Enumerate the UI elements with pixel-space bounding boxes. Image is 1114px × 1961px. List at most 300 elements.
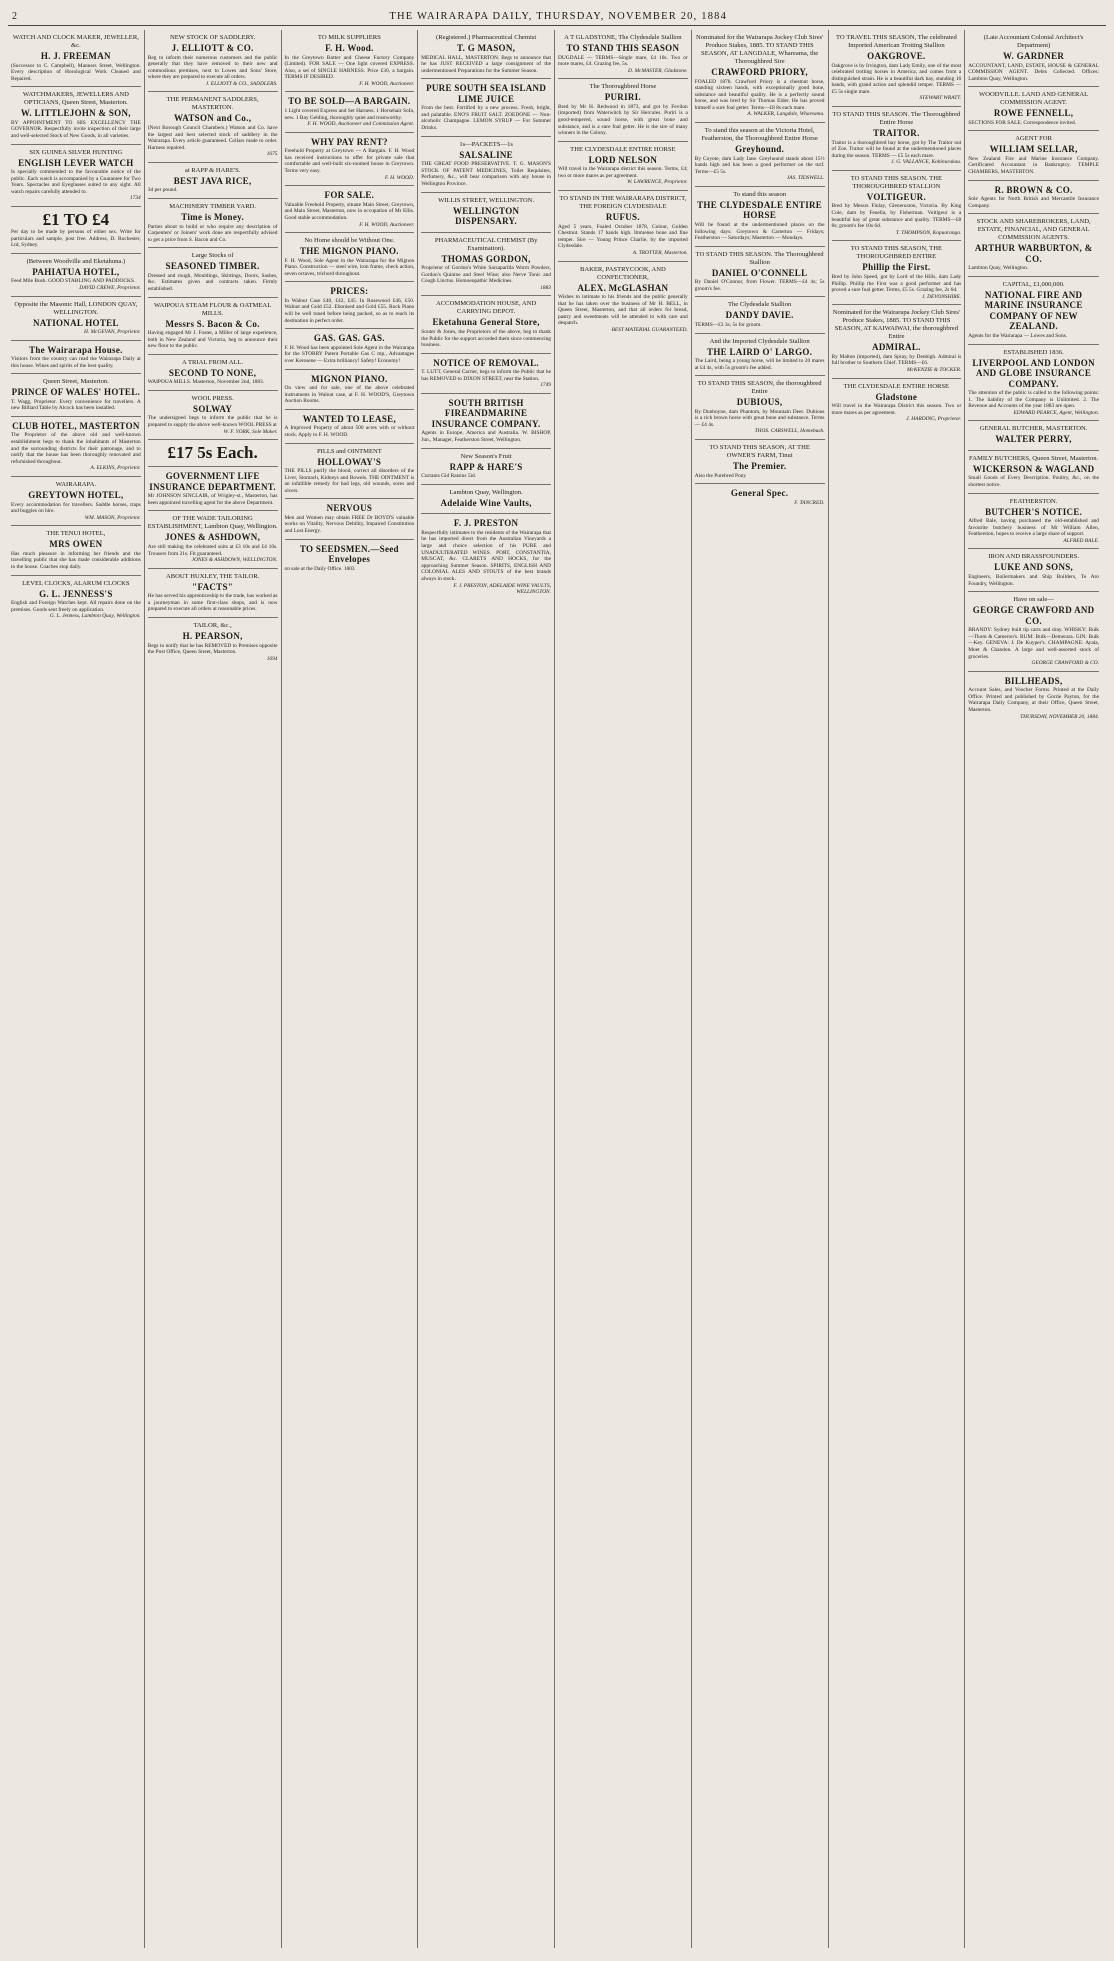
advertisement bbox=[285, 499, 415, 539]
ad-body: The undersigned begs to inform the public that he is prepared to supply the above well-known WOOL PRESS at bbox=[147, 415, 278, 429]
advertisement bbox=[421, 193, 551, 233]
ad-heading: W. LITTLEJOHN & SON, bbox=[20, 108, 131, 119]
ad-subheading: Opposite the Masonic Hall, LONDON QUAY, WELLINGTON. bbox=[14, 300, 138, 316]
ad-subheading: FEATHERSTON. bbox=[1009, 497, 1058, 505]
ad-body: on sale at the Daily Office. 1803 bbox=[284, 565, 355, 572]
masthead-title: THE WAIRARAPA DAILY, THURSDAY, NOVEMBER 20, 1884 bbox=[389, 11, 728, 22]
ad-signature: THOS. CARSWELL, Homebush. bbox=[754, 428, 825, 435]
ad-body: T. Wagg, Proprietor. Every convenience for travellers. A new Billiard Table by Alcock has been installed. bbox=[11, 398, 141, 412]
ad-subheading: THE CLYDESDALE ENTIRE HORSE bbox=[843, 382, 950, 390]
ad-body: By Malton (imported), dam Spray, by Denbigh. Admiral is full brother to Southern Chief. TERMS—£6. bbox=[831, 353, 962, 367]
ad-subheading: TO STAND THIS SEASON. The Thoroughbred Stallion bbox=[695, 250, 824, 266]
ad-body: The Proprietor of the above old and well-known establishment begs to thank the inhabitants of Masterton and the surrounding districts for their patronage, and to notify that the house has been thoroughly renovated and refurnished throughout. bbox=[11, 432, 141, 465]
ad-heading: F. J. PRESTON bbox=[453, 518, 519, 529]
ad-signature: J. G. VALLANCE, Kohinurakau. bbox=[891, 159, 962, 166]
page-number: 2 bbox=[12, 11, 18, 22]
ad-heading: DANDY DAVIE. bbox=[725, 310, 794, 321]
ad-signature: 1734 bbox=[129, 195, 141, 202]
ad-subheading: Large Stocks of bbox=[191, 252, 234, 260]
ad-heading: Adelaide Wine Vaults, bbox=[440, 497, 532, 508]
ad-heading: The Premier. bbox=[732, 461, 787, 472]
ad-body: Dressed and rough, Mouldings, Skirtings, Doors, Sashes, &c. Estimates given and contracts taken. Firmly established. bbox=[147, 272, 278, 292]
ad-heading: PAHIATUA HOTEL, bbox=[32, 266, 120, 277]
ad-heading: H. J. FREEMAN bbox=[40, 51, 111, 61]
advertisement bbox=[558, 191, 688, 261]
advertisement bbox=[421, 30, 551, 79]
ad-subheading: ESTABLISHED 1836. bbox=[1003, 348, 1064, 356]
advertisement bbox=[695, 247, 825, 298]
ad-subheading: WOODVILLE. LAND AND GENERAL COMMISSION AGENT. bbox=[979, 91, 1089, 107]
ad-body: Valuable Freehold Property, situate Main Street, Greytown, and Main Street, Masterton, now in occupation of Mr Ellis. Good stable accommodation. bbox=[284, 201, 415, 221]
ad-heading: W. GARDNER bbox=[1003, 51, 1065, 61]
ad-body: (Successor to C. Campbell), Manners Street, Wellington. Every description of Horological Work Cleaned and Repaired. bbox=[11, 62, 141, 82]
advertisement bbox=[695, 334, 825, 377]
ad-body: Oakgrove is by Irvington, dam Lady Emily, one of the most celebrated trotting horses in America, and comes from a distinguished strain. He is a beautiful dark bay, standing 16 hands, with grand action and splendid temper. TERMS — £5 5s single mare. bbox=[831, 62, 962, 95]
advertisement bbox=[832, 107, 962, 171]
ad-signature: A. ELKINS, Proprietor. bbox=[90, 465, 141, 472]
ad-signature: WM. MASON, Proprietor. bbox=[84, 514, 141, 521]
advertisement bbox=[695, 187, 825, 247]
ad-heading: BEST JAVA RICE, bbox=[173, 175, 252, 186]
ad-heading: T. G MASON, bbox=[457, 43, 516, 53]
ad-heading: WICKERSON & WAGLAND bbox=[972, 463, 1095, 474]
ad-heading: MRS OWEN bbox=[49, 539, 103, 550]
ad-heading: G. L. JENNESS'S bbox=[39, 588, 113, 599]
ad-subheading: TO STAND THIS SEASON. The Thoroughbred Entire Horse bbox=[832, 111, 961, 127]
ad-heading: THOMAS GORDON, bbox=[441, 253, 531, 264]
ad-body: Parties about to build or who require any description of Carpenters' or Joiners' work done are respectfully advised to get a price from S. Bacon and Co. bbox=[147, 223, 278, 243]
ad-heading: TO STAND THIS SEASON bbox=[566, 43, 680, 53]
ad-heading: SECOND TO NONE, bbox=[168, 367, 257, 378]
advertisement bbox=[148, 92, 278, 162]
ad-body: Respectfully intimates to the residents of the Wairarapa that he has imported direct from the Australian Vineyards a large and choice selection of his PURE and UNADULTERATED WINES. PORT, CONSTANTIA, MUSCAT, &c. CLARETS AND HOCKS, for the approaching Summer Season. SPIRITS, ENGLISH AND COLONIAL ALES AND STOUTS of the best brands always in stock. bbox=[421, 529, 551, 582]
advertisement bbox=[11, 576, 141, 624]
ad-subheading: TO STAND THIS SEASON. THE THOROUGHBRED STALLION bbox=[850, 174, 942, 190]
ad-body: Freehold Property at Greytown — A Bargain. F. H. Wood has received instructions to offer for private sale that comfortable and well-built six-roomed house in Greytown. Terms very easy. bbox=[284, 148, 415, 175]
ad-heading: BUTCHER'S NOTICE. bbox=[985, 506, 1083, 517]
advertisement bbox=[148, 163, 278, 199]
ad-subheading: TO STAND THIS SEASON, AT THE OWNER'S FARM, Tinui bbox=[709, 444, 810, 460]
advertisement bbox=[285, 540, 415, 577]
ad-subheading: SIX GUINEA SILVER HUNTING bbox=[29, 148, 123, 156]
ad-subheading: TO STAND THIS SEASON, the thoroughbred Entire bbox=[697, 380, 822, 396]
ad-body: Every accommodation for travellers. Saddle horses, traps and buggies on hire. bbox=[11, 501, 141, 515]
advertisement bbox=[148, 199, 278, 248]
advertisement bbox=[148, 467, 278, 511]
advertisement bbox=[695, 376, 825, 440]
advertisement bbox=[832, 241, 962, 305]
ad-body: ACCOUNTANT, LAND, ESTATE, HOUSE & GENERAL COMMISSION AGENT. Debts Collected. Offices: Lambton Quay, Wellington. bbox=[968, 62, 1099, 82]
ad-subheading: LEVEL CLOCKS, ALARUM CLOCKS bbox=[22, 579, 130, 587]
ad-heading: TRAITOR. bbox=[873, 128, 920, 139]
advertisement bbox=[832, 305, 962, 378]
ad-heading: SOUTH BRITISH FIREANDMARINE INSURANCE COMPANY. bbox=[431, 397, 541, 429]
ad-signature: W. LAWRENCE, Proprietor. bbox=[627, 179, 688, 186]
ad-heading: F. H. Wood. bbox=[325, 43, 374, 53]
advertisement bbox=[11, 207, 141, 254]
ad-body: Men and Women may obtain FREE Dr BOYD'S valuable works on Vitality, Nervous Debility, Impaired Constitution and Lost Energy. bbox=[284, 514, 415, 535]
ad-body: THE GREAT FOOD PRESERVATIVE. T. G. MASON'S STOCK OF PATENT MEDICINES, Toilet Requisites, Perfumery, &c., will bear comparison with any house in Wellington Province. bbox=[421, 161, 551, 187]
ad-body: Proprietor of Gordon's White Sarsaparilla Worm Powders, Gordon's Quinine and Steel Wine; also Nerve Tonic and Cough Linctus. Homoeopathic Medicines. bbox=[421, 265, 551, 285]
ad-body: By Dunboyne, dam Phantom, by Mountain Deer. Dubious is a rich brown horse with great bone and substance. Terms — £4 4s. bbox=[694, 408, 825, 428]
ad-heading: J. ELLIOTT & CO. bbox=[171, 43, 254, 53]
advertisement bbox=[11, 254, 141, 297]
ad-subheading: WILLIS STREET, WELLINGTON. bbox=[438, 196, 535, 204]
ad-heading: GOVERNMENT LIFE INSURANCE DEPARTMENT. bbox=[149, 471, 276, 492]
ad-body: Also the Purebred Pony bbox=[694, 472, 747, 479]
ad-subheading: MACHINERY TIMBER YARD. bbox=[169, 203, 256, 211]
ad-heading: Eketahuna General Store, bbox=[432, 317, 540, 328]
ad-body: FOALED 1878. Crawford Priory is a chestnut horse, standing sixteen hands, with exceptionally good bone, substance and beautiful quality. He is a perfectly sound horse, and was bred by Sir Thomas Elder. He has proved himself a sure foal getter. Terms—£8 8s each mare. bbox=[694, 78, 825, 111]
column-7 bbox=[829, 30, 966, 1948]
ad-signature: W. F. YORK, Sole Maker. bbox=[223, 428, 278, 435]
ad-body: Per day to be made by persons of either sex. Write for particulars and sample, post free. Address, D. Rochester, Ltd, Sydney. bbox=[11, 229, 141, 249]
ad-body: BRANDY: Sydney built tip carts and dray. WHISKY: Bulk—Thom & Cameron's. RUM: Bulk—Demerara. GIN: Bulk—Key. GENEVA: J. De Kuyper's. CHAMPAGNE: Ayala, Moet & Chandon. A large and well-assorted stock of groceries. bbox=[968, 627, 1099, 660]
ad-subheading: Queen Street, Masterton. bbox=[42, 378, 109, 386]
ad-signature: F. H. WOOD. bbox=[384, 174, 415, 181]
ad-heading: WELLINGTON DISPENSARY. bbox=[452, 205, 520, 227]
advertisement bbox=[968, 549, 1099, 592]
ad-body: SECTIONS FOR SALE. Correspondence invited. bbox=[968, 119, 1077, 126]
advertisement bbox=[421, 394, 551, 449]
ad-subheading: The Thoroughbred Horse bbox=[589, 83, 657, 91]
ad-heading: VOLTIGEUR. bbox=[866, 191, 926, 202]
ad-subheading: THE TENUI HOTEL, bbox=[46, 530, 106, 538]
ad-signature: J. ELLIOTT & CO., SADDLERS. bbox=[205, 80, 278, 87]
advertisement bbox=[968, 345, 1099, 422]
ad-heading: £1 TO £4 bbox=[42, 210, 110, 230]
ad-subheading: OF THE WADE TAILORING ESTABLISHMENT, Lambton Quay, Wellington. bbox=[147, 515, 278, 531]
ad-heading: WATSON and Co., bbox=[173, 113, 252, 124]
ad-signature: BEST MATERIAL GUARANTEED. bbox=[611, 326, 688, 333]
ad-heading: WANTED TO LEASE, bbox=[302, 413, 396, 424]
ad-body: Bred by Mr H. Redwood in 1873, and got by Fevilon (imported) from Waterwitch by Sir Hercules. Puriri is a good-tempered, sound horse, with great bone and substance, and is a sure foal getter. He is the sire of many winners in the Colony. bbox=[558, 103, 688, 137]
ad-heading: ARTHUR WARBURTON, & CO. bbox=[974, 243, 1093, 264]
ad-heading: SEASONED TIMBER. bbox=[165, 261, 260, 272]
ad-body: The Laird, being a young horse, will be limited to 20 mares at £4 4s, with 5s groom's fee added. bbox=[694, 358, 825, 371]
ad-subheading: ACCOMMODATION HOUSE, AND CARRYING DEPOT. bbox=[436, 300, 537, 316]
advertisement bbox=[11, 30, 141, 87]
ad-subheading: And the Imported Clydesdale Stallion bbox=[709, 337, 810, 345]
ad-body: Souter & Jones, the Proprietors of the above, beg to thank the Public for the support accorded them since commencing business. bbox=[421, 328, 551, 349]
ad-signature: 1749 bbox=[540, 382, 551, 389]
advertisement bbox=[11, 297, 141, 341]
ad-signature: F. H. WOOD, Auctioneer and Commission Agent. bbox=[307, 121, 415, 128]
ad-subheading: No Home should be Without One. bbox=[304, 237, 395, 245]
ad-signature: 1694 bbox=[266, 655, 278, 662]
ad-subheading: CAPITAL, £1,000,000. bbox=[1002, 280, 1065, 288]
ad-heading: TO BE SOLD—A BARGAIN. bbox=[288, 96, 411, 107]
ad-heading: WHY PAY RENT? bbox=[311, 136, 388, 147]
ad-heading: LIVERPOOL AND LONDON AND GLOBE INSURANCE COMPANY. bbox=[972, 357, 1095, 389]
ad-body: Begs to notify that he has REMOVED to Premises opposite the Post Office, Queen Street, Masterton. bbox=[147, 642, 278, 656]
advertisement bbox=[421, 354, 551, 394]
ad-heading: CRAWFORD PRIORY, bbox=[711, 67, 808, 77]
ad-heading: Greyhound. bbox=[735, 144, 785, 155]
ad-heading: GAS. GAS. GAS. bbox=[313, 333, 385, 344]
advertisement bbox=[421, 485, 551, 515]
ad-body: Lambton Quay, Wellington. bbox=[968, 265, 1029, 272]
ad-signature: J. DEVONSHIRE. bbox=[922, 293, 962, 300]
ad-subheading: TO STAND THIS SEASON, THE THOROUGHBRED ENTIRE bbox=[850, 245, 942, 261]
ad-subheading: THE PERMANENT SADDLERS, MASTERTON. bbox=[166, 96, 259, 112]
advertisement bbox=[968, 30, 1099, 87]
ad-body: WAIPOUA MILLS. Masterton, November 2nd, 1883. bbox=[147, 379, 265, 386]
ad-heading: The Wairarapa House. bbox=[29, 344, 123, 355]
column-5 bbox=[555, 30, 692, 1948]
advertisement bbox=[832, 171, 962, 241]
advertisement bbox=[968, 672, 1099, 724]
ad-body: From the best. Fortified by a new process. Fresh, bright, and palatable. ENO'S FRUIT SALT. ZOEDONE — Non-alcoholic Champagne. LEMON SYRUP — For Summer Drinks. bbox=[421, 105, 551, 132]
ad-body: English and Foreign Watches kept. All repairs done on the premises. Goods sent freely on application. bbox=[11, 600, 141, 613]
ad-body: Sole Agents for North British and Mercantile Insurance Company. bbox=[968, 196, 1099, 209]
ad-heading: RAPP & HARE'S bbox=[449, 461, 523, 472]
ad-body: Wishes to intimate to his friends and the public generally that he has taken over the business of Mr H. BELL, in Queen Street, Masterton, and that all orders for bread, pastry and sweetmeats will be attended to with care and despatch. bbox=[558, 294, 688, 327]
advertisement bbox=[285, 410, 415, 444]
ad-heading: THE MIGNON PIANO. bbox=[299, 246, 399, 257]
ad-heading: RUFUS. bbox=[605, 212, 640, 223]
advertisement bbox=[148, 569, 278, 618]
ad-heading: THE LAIRD O' LARGO. bbox=[707, 346, 813, 357]
ad-subheading: (Between Woodville and Eketahuna.) bbox=[26, 257, 126, 265]
advertisement bbox=[285, 329, 415, 369]
ad-signature: J. HARDING, Proprietor. bbox=[906, 416, 962, 423]
ad-body: The attention of the public is called to the following points: 1. The liability of the Company is Unlimited. 2. The Revenue and Accounts of the year 1883 are open. bbox=[968, 390, 1099, 410]
ad-heading: JONES & ASHDOWN, bbox=[165, 532, 261, 543]
advertisement bbox=[832, 30, 962, 107]
advertisement bbox=[285, 133, 415, 186]
ad-subheading: Nominated for the Wairarapa Jockey Club Sires' Produce Stakes, 1885. TO STAND THIS SEASON, AT LANGDALE, Whareama, the Thoroughbred Sire bbox=[696, 34, 824, 65]
advertisement bbox=[148, 248, 278, 297]
advertisement bbox=[11, 87, 141, 144]
ad-body: MEDICAL HALL, MASTERTON. Begs to announce that he has JUST RECEIVED a large consignment of the undermentioned Preparations for the Summer Season. bbox=[421, 54, 551, 74]
advertisement bbox=[285, 282, 415, 329]
advertisement bbox=[421, 79, 551, 136]
advertisement bbox=[968, 87, 1099, 131]
ad-body: TERMS—£3 3s; 5s for groom. bbox=[694, 321, 762, 328]
ad-heading: THE CLYDESDALE ENTIRE HORSE bbox=[697, 199, 823, 221]
advertisement bbox=[968, 494, 1099, 550]
ad-body: Alfred Bale, having purchased the old-established and favourite butchery business of Mr William Allen, Featherston, hopes to receive a large share of support. bbox=[968, 518, 1099, 538]
ad-subheading: (Late Accountant Colonial Architect's Department) bbox=[983, 34, 1084, 49]
ad-body: Will travel in the Wairarapa district this season. Terms, £4; two or more mares as per agreement. bbox=[558, 166, 688, 179]
ad-subheading: WAIPOUA STEAM FLOUR & OATMEAL MILLS. bbox=[154, 301, 272, 317]
ad-heading: CLUB HOTEL, MASTERTON bbox=[12, 420, 140, 431]
ad-body: F. H. Wood has been appointed Sole Agent in the Wairarapa for the STORRY Patent Portable Gas C mp., Advantages over Kerosene — Extra brilliancy! Safety! Economy! bbox=[284, 344, 415, 364]
ad-heading: NERVOUS bbox=[326, 503, 373, 514]
advertisement bbox=[421, 514, 551, 599]
column-8 bbox=[965, 30, 1102, 1948]
ad-body: 3d per pound. bbox=[147, 187, 178, 194]
column-2 bbox=[145, 30, 282, 1948]
ad-heading: ENGLISH LEVER WATCH bbox=[18, 157, 134, 168]
ad-heading: Gladstone bbox=[875, 391, 918, 402]
advertisement bbox=[285, 233, 415, 282]
ad-body: THE PILLS purify the blood, correct all disorders of the Liver, Stomach, Kidneys and Bowels. THE OINTMENT is an infallible remedy for bad legs, old wounds, sores and ulcers. bbox=[284, 468, 415, 494]
ad-subheading: Have on sale— bbox=[1013, 596, 1054, 604]
advertisement bbox=[148, 355, 278, 391]
ad-signature: GEORGE CRAWFORD & CO. bbox=[1031, 660, 1099, 667]
ad-signature: 1883 bbox=[540, 284, 551, 291]
ad-body: Beg to inform their numerous customers and the public generally that they have removed to their new and commodious premises, next to Lowes and Sons' Store, where they are prepared to execute all orders. bbox=[147, 54, 278, 81]
ad-body: On view and for sale, one of the above celebrated instruments in Walnut case, at F. H. WOOD'S, Greytown Auction Rooms. bbox=[284, 385, 415, 405]
ad-heading: ADMIRAL. bbox=[872, 342, 921, 353]
ad-subheading: FAMILY BUTCHERS, Queen Street, Masterton. bbox=[969, 454, 1099, 462]
ad-subheading: THE CLYDESDALE ENTIRE HORSE bbox=[570, 145, 676, 153]
ad-body: A Improved Property of about 500 acres with or without stock. Apply to F. H. WOOD. bbox=[284, 425, 415, 438]
ad-body: DUGDALE — TERMS—Single mare, £4 10s. Two or more mares, £4. Grazing fee, 5s. bbox=[558, 54, 688, 68]
ad-heading: TO SEEDSMEN.—Seed Envelopes bbox=[299, 543, 399, 565]
column-6 bbox=[692, 30, 829, 1948]
advertisement bbox=[11, 477, 141, 526]
ad-heading: NATIONAL HOTEL bbox=[32, 317, 119, 328]
ad-heading: GREYTOWN HOTEL, bbox=[28, 490, 124, 501]
ad-body: Are still making the celebrated suits at £3 10s and £4 10s. Trousers from 21s. Fit guaranteed. bbox=[147, 543, 278, 557]
ad-heading: WALTER PERRY, bbox=[995, 434, 1072, 445]
ad-subheading: at RAPP & HARE'S. bbox=[184, 166, 241, 174]
ad-body: Account Sales, and Voucher Forms. Printed at the Daily Office. Printed and published by Gorrie Payton, for the Wairarapa Daily Company, at their Office, Queen Street, Masterton. bbox=[968, 687, 1099, 713]
advertisement bbox=[968, 421, 1099, 451]
ad-body: By Daniel O'Connor, from Flower. TERMS—£4 4s; 5s groom's fee. bbox=[694, 279, 825, 292]
ad-subheading: TO TRAVEL THIS SEASON, The celebrated Imported American Trotting Stallion bbox=[836, 34, 957, 49]
ad-heading: NOTICE OF REMOVAL. bbox=[433, 357, 539, 368]
ad-signature: DAVID CREWE, Proprietor. bbox=[79, 284, 141, 291]
ad-subheading: TO MILK SUPPLIERS bbox=[317, 34, 381, 41]
ad-body: 1 Light covered Express and Set Harness. 1 Horsehair Sofa, new. 1 Bay Gelding, thoroughly quiet and trustworthy. bbox=[284, 107, 415, 121]
ad-signature: G. L. Jenness, Lambton Quay, Wellington. bbox=[49, 613, 141, 620]
advertisement bbox=[148, 440, 278, 467]
advertisement bbox=[421, 449, 551, 485]
advertisement bbox=[968, 181, 1099, 215]
ad-signature: A. WALKER, Langdale, Whareama. bbox=[747, 111, 825, 118]
ad-subheading: WOOL PRESS. bbox=[191, 394, 234, 402]
ad-subheading: BAKER, PASTRYCOOK, AND CONFECTIONER, bbox=[579, 265, 666, 281]
column-1 bbox=[8, 30, 145, 1948]
ad-subheading: A TRIAL FROM ALL. bbox=[182, 358, 244, 366]
ad-heading: ALEX. McGLASHAN bbox=[577, 282, 669, 293]
ad-heading: SALSALINE bbox=[459, 149, 513, 160]
ad-signature: STEWART WRATT. bbox=[919, 95, 962, 102]
ad-heading: PURE SOUTH SEA ISLAND LIME JUICE bbox=[426, 83, 547, 104]
ad-heading: LUKE AND SONS, bbox=[994, 562, 1074, 573]
ad-subheading: The Clydesdale Stallion bbox=[727, 301, 792, 309]
ad-heading: Time is Money. bbox=[181, 212, 245, 223]
ad-subheading: Lambton Quay, Wellington. bbox=[449, 488, 523, 496]
ad-heading: PRICES: bbox=[330, 286, 369, 297]
ad-body: Engineers, Boilermakers and Ship Builders, Te Aro Foundry, Wellington. bbox=[968, 573, 1099, 587]
ad-body: Bred by John Speed, got by Lord of the Hills, dam Lady Phillip. Phillip the First was a good performer and has proved a sure foal getter. Terms, £5 5s. Grazing fee, 2s 6d. bbox=[831, 273, 962, 294]
columns-container bbox=[8, 30, 1106, 1948]
ad-signature: THURSDAY, NOVEMBER 20, 1884. bbox=[1020, 713, 1099, 720]
advertisement bbox=[968, 592, 1099, 672]
ad-body: Small Goods of Every Description. Poultry, &c., on the shortest notice. bbox=[968, 475, 1099, 488]
ad-body: BY APPOINTMENT TO HIS EXCELLENCY THE GOVERNOR. Respectfully invite inspection of their large and well-selected Stock of New Goods, in all varieties. bbox=[11, 119, 141, 139]
masthead bbox=[8, 6, 1106, 26]
ad-signature: EDWARD PEARCE, Agent, Wellington. bbox=[1013, 409, 1099, 416]
ad-subheading: TAILOR, &c., bbox=[193, 622, 232, 629]
advertisement bbox=[695, 484, 825, 510]
ad-heading: Phillip the First. bbox=[862, 262, 931, 273]
ad-subheading: WATCH AND CLOCK MAKER, JEWELLER, &c. bbox=[12, 34, 139, 49]
advertisement bbox=[285, 92, 415, 132]
ad-heading: HOLLOWAY'S bbox=[317, 456, 382, 467]
ad-heading: H. PEARSON, bbox=[182, 631, 243, 641]
ad-subheading: IRON AND BRASSFOUNDERS. bbox=[988, 553, 1079, 561]
ad-heading: BILLHEADS, bbox=[1004, 675, 1063, 686]
advertisement bbox=[148, 298, 278, 355]
advertisement bbox=[148, 618, 278, 666]
advertisement bbox=[558, 262, 688, 338]
ad-body: In the Greytown Butter and Cheese Factory Company (Limited). FOR SALE — One light covered EXPRESS. Also, a set of SINGLE HARNESS. Price £30, a bargain. TERMS IF DESIRED. bbox=[284, 54, 415, 81]
advertisement bbox=[285, 30, 415, 92]
ad-subheading: PILLS and OINTMENT bbox=[316, 447, 382, 455]
ad-heading: Messrs S. Bacon & Co. bbox=[165, 318, 260, 329]
ad-body: Currants Gid Raisins 5id. bbox=[421, 473, 477, 480]
ad-heading: SOLWAY bbox=[193, 403, 233, 414]
ad-heading: PURIRI. bbox=[604, 92, 642, 103]
advertisement bbox=[968, 451, 1099, 494]
advertisement bbox=[695, 297, 825, 333]
ad-heading: ROWE FENNELL, bbox=[993, 108, 1074, 119]
advertisement bbox=[148, 391, 278, 440]
ad-body: Aged 5 years, Foaled October 1878, Colour, Golden Chestnut. Stands 17 hands high. Immense bone and fine temper. Sire — Young Prince Charlie, by the imported Clydesdale. bbox=[558, 223, 688, 250]
advertisement bbox=[285, 370, 415, 410]
ad-heading: LORD NELSON bbox=[588, 154, 658, 165]
advertisement bbox=[968, 131, 1099, 180]
ad-body: He has served his apprenticeship to the trade, has worked as a journeyman in some first-class shops, and is now prepared to execute all orders at reasonable prices. bbox=[147, 593, 278, 613]
advertisement bbox=[148, 511, 278, 568]
ad-body: Agents for the Wairarapa — Lowes and Sons. bbox=[968, 332, 1068, 339]
ad-subheading: PHARMACEUTICAL CHEMIST (By Examination). bbox=[434, 236, 538, 252]
ad-body: T. LUTT, General Carrier, begs to inform the Public that he has REMOVED to DIXON STREET, near the Station. bbox=[421, 369, 551, 382]
advertisement bbox=[11, 145, 141, 207]
column-4 bbox=[418, 30, 555, 1948]
ad-signature: JONES & ASHDOWN, WELLINGTON. bbox=[191, 557, 278, 564]
advertisement bbox=[695, 123, 825, 187]
advertisement bbox=[421, 137, 551, 193]
ad-signature: F. H. WOOD, Auctioneer. bbox=[359, 221, 415, 228]
ad-subheading: AGENT FOR bbox=[1015, 135, 1052, 143]
advertisement bbox=[695, 30, 825, 123]
ad-signature: F. H. WOOD, Auctioneer. bbox=[359, 80, 415, 87]
ad-heading: WILLIAM SELLAR, bbox=[989, 144, 1078, 155]
ad-heading: "FACTS" bbox=[192, 581, 234, 592]
advertisement bbox=[558, 79, 688, 141]
ad-body: By Coyote, dam Lady Jane. Greyhound stands about 15½ hands high and has been a good performer on the turf. Terms—£5 5s. bbox=[694, 155, 825, 175]
ad-heading: General Spec. bbox=[730, 488, 789, 499]
ad-heading: NATIONAL FIRE AND MARINE INSURANCE COMPANY OF NEW ZEALAND. bbox=[984, 289, 1083, 332]
advertisement bbox=[421, 296, 551, 353]
ad-body: Is specially commended to the favourable notice of the public. Each watch is accompanied by a Guarantee for Two Years. Spectacles and Eyeglasses suited to any sight. All watch repairs carefully attended to. bbox=[11, 169, 141, 195]
advertisement bbox=[11, 417, 141, 477]
ad-subheading: WATCHMAKERS, JEWELLERS AND OPTICIANS, Queen Street, Masterton. bbox=[22, 91, 129, 107]
ad-signature: JAS. TIDSWELL. bbox=[786, 175, 825, 182]
advertisement bbox=[421, 233, 551, 297]
column-3 bbox=[282, 30, 419, 1948]
ad-subheading: ABOUT HUXLEY, THE TAILOR. bbox=[165, 572, 260, 580]
ad-subheading: GENERAL BUTCHER, MASTERTON. bbox=[979, 425, 1088, 433]
ad-subheading: 1s—PACKETS—1s bbox=[459, 140, 513, 148]
ad-body: F. H. Wood, Sole Agent in the Wairarapa for the Mignon Piano. Construction — steel wire, iron frame, check action, seven octaves, trichord throughout. bbox=[284, 257, 415, 277]
ad-signature: F. TANCRED. bbox=[794, 499, 825, 506]
ad-body: In Walnut Case £40, £42, £45. In Rosewood £46, £50. Walnut and Gold £52. Ebonised and Gold £55. Rock Piano will be well tuned before being packed, so as to reach its destination in perfect order. bbox=[284, 297, 415, 324]
ad-body: Has much pleasure in informing her friends and the travelling public that she has made considerable additions to the house. Coaches stop daily. bbox=[11, 550, 141, 570]
ad-subheading: To stand this season at the Victoria Hotel, Featherston, the Thoroughbred Entire Horse bbox=[701, 127, 818, 143]
ad-subheading: STOCK AND SHAREBROKERS, LAND, ESTATE, FINANCIAL, AND GENERAL COMMISSION AGENTS. bbox=[976, 218, 1091, 242]
ad-body: Will be found at the undermentioned places on the following days: Greytown & Carterton — Fridays; Featherston — Saturdays; Masterton — Mondays. bbox=[694, 221, 825, 242]
ad-signature: D. McMASTER, Gladstone. bbox=[628, 67, 688, 74]
ad-subheading: A T GLADSTONE, The Clydesdale Stallion bbox=[564, 34, 682, 41]
